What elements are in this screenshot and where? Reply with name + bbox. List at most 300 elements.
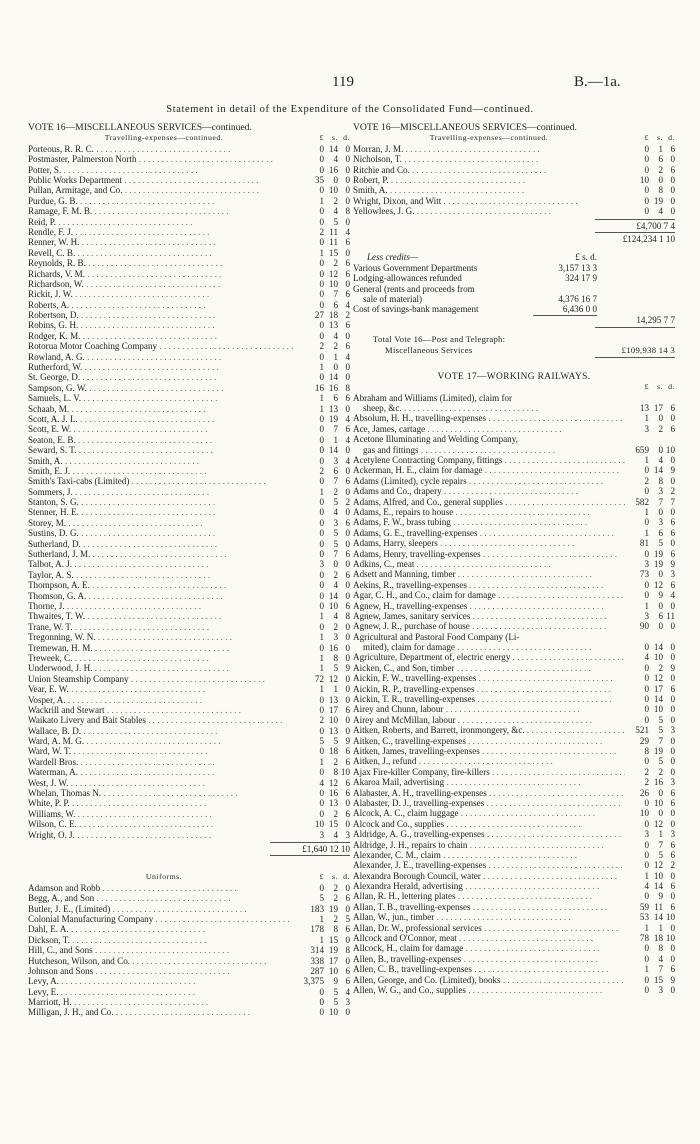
table-row: [353, 923, 675, 933]
payee-name: Stenner, H. E. . .: [28, 507, 300, 517]
pounds-value: 0: [319, 320, 324, 331]
credit-amount: 3,157 13 3: [558, 262, 597, 273]
table-row: [28, 175, 350, 185]
payee-name: Adams, E., repairs to house . .: [353, 507, 625, 517]
shillings-value: 2: [333, 882, 338, 893]
pence-value: 3: [345, 997, 350, 1008]
payee-name: Allen, C. B., travelling-expenses . .: [353, 964, 625, 974]
payee-name: mited), claim for damage . .: [353, 642, 625, 652]
payee-name: Aitken, Roberts, and Barrett, ironmongery, &c. . .: [353, 725, 625, 735]
pounds-value: 0: [319, 808, 324, 819]
pounds-value: 1: [319, 195, 324, 206]
table-row: [353, 486, 675, 496]
pence-value: 3: [670, 829, 675, 840]
payee-name: Agar, C. H., and Co., claim for damage . .: [353, 590, 625, 600]
pence-value: 0: [345, 934, 350, 945]
shillings-value: 2: [658, 164, 663, 175]
pounds-value: 1: [319, 393, 324, 404]
payee-name: Aitken, J., refund . .: [353, 756, 625, 766]
credit-amount: 324 17 9: [565, 273, 597, 284]
shillings-value: 8: [333, 924, 338, 935]
shillings-value: 15: [328, 247, 338, 258]
payee-name: Levy, E. . .: [28, 987, 300, 997]
pounds-value: 35: [314, 174, 324, 185]
pounds-value: 59: [639, 901, 649, 912]
shillings-value: 11: [654, 901, 663, 912]
pence-value: 0: [670, 704, 675, 715]
payee-name: Adams and Co., drapery . .: [353, 486, 625, 496]
pounds-value: 10: [639, 174, 649, 185]
payee-name: Dickson, T. . .: [28, 935, 300, 945]
pounds-value: 4: [644, 652, 649, 663]
shillings-value: 16: [328, 164, 338, 175]
pounds-value: 0: [319, 143, 324, 154]
shillings-value: 14: [653, 881, 663, 892]
table-row: [353, 808, 675, 818]
pounds-value: 5: [319, 893, 324, 904]
shillings-value: 7: [333, 289, 338, 300]
payee-name: Thomson, G. A. . .: [28, 591, 300, 601]
pence-value: 0: [345, 278, 350, 289]
payee-name: Agnew, H., travelling-expenses . .: [353, 601, 625, 611]
table-row: [28, 643, 350, 653]
pence-value: 0: [345, 819, 350, 830]
vote-heading: VOTE 16—MISCELLANEOUS SERVICES—continued.: [28, 122, 252, 133]
pence-value: 6: [670, 527, 675, 538]
table-row: [353, 580, 675, 590]
pounds-value: 0: [319, 767, 324, 778]
table-row: [353, 632, 675, 642]
pounds-value: 90: [639, 621, 649, 632]
payee-name: Sutherland, J. M. . .: [28, 549, 300, 559]
table-row: [28, 830, 350, 840]
table-row: [353, 756, 675, 766]
shillings-value: 4: [333, 507, 338, 518]
pounds-value: 0: [644, 860, 649, 871]
payee-name: Adsett and Manning, timber . .: [353, 569, 625, 579]
payee-name: Tregonning, W. N. . .: [28, 632, 300, 642]
table-row: [353, 611, 675, 621]
shillings-value: [649, 393, 663, 403]
table-row: [28, 914, 350, 924]
pounds-value: 2: [319, 226, 324, 237]
pence-value: 0: [345, 903, 350, 914]
table-row: [353, 424, 675, 434]
table-row: [28, 809, 350, 819]
payee-name: Allcock, H., claim for damage . .: [353, 943, 625, 953]
pence-value: 0: [345, 632, 350, 643]
pence-value: 6: [670, 881, 675, 892]
table-row: [28, 331, 350, 341]
shillings-value: 3: [658, 984, 663, 995]
shillings-value: 19: [653, 548, 663, 559]
pence-value: 6: [670, 579, 675, 590]
pounds-value: 659: [635, 444, 649, 455]
shillings-value: 5: [333, 538, 338, 549]
table-row: [28, 383, 350, 393]
payee-name: Abraham and Williams (Limited), claim for: [353, 392, 513, 403]
shillings-value: 0: [333, 362, 338, 373]
table-row: [28, 653, 350, 663]
pounds-value: 0: [319, 330, 324, 341]
table-row: [28, 956, 350, 966]
pence-value: 6: [345, 393, 350, 404]
pounds-value: 0: [644, 465, 649, 476]
pounds-value: 0: [644, 714, 649, 725]
table-row: [28, 372, 350, 382]
payee-name: Johnson and Sons . .: [28, 966, 300, 976]
shillings-value: 8: [333, 652, 338, 663]
pounds-value: 0: [319, 299, 324, 310]
travelling-list: [353, 144, 675, 217]
table-row: [28, 611, 350, 621]
travelling-list: [28, 144, 350, 840]
table-row: [28, 632, 350, 642]
pounds-value: 81: [639, 538, 649, 549]
payee-name: Adkins, C., meat . .: [353, 559, 625, 569]
shillings-value: 2: [333, 913, 338, 924]
pence-value: 2: [670, 860, 675, 871]
credits-header: [353, 252, 675, 262]
shillings-value: 3: [658, 486, 663, 497]
table-row: [353, 871, 675, 881]
pounds-value: 2: [319, 341, 324, 352]
pence-value: 0: [670, 818, 675, 829]
pence-value: 6: [345, 341, 350, 352]
table-row: [353, 165, 675, 175]
table-row: [28, 445, 350, 455]
pence-value: 0: [345, 216, 350, 227]
table-row: [28, 466, 350, 476]
pounds-value: 10: [314, 819, 324, 830]
pence-value: 6: [345, 924, 350, 935]
vote17-heading: VOTE 17—WORKING RAILWAYS.: [437, 371, 591, 382]
shillings-value: 0: [658, 413, 663, 424]
table-row: [28, 320, 350, 330]
pence-value: 0: [345, 580, 350, 591]
pence-value: 0: [345, 362, 350, 373]
page-number: 119: [332, 74, 354, 90]
shillings-value: 2: [658, 766, 663, 777]
shillings-value: 10: [328, 965, 338, 976]
pounds-value: 0: [319, 497, 324, 508]
payee-name: Ackerman, H. E., claim for damage . .: [353, 465, 625, 475]
pounds-value: 10: [639, 808, 649, 819]
pounds-value: 287: [310, 965, 324, 976]
shillings-value: 4: [658, 206, 663, 217]
payee-name: Whelan, Thomas N. . .: [28, 788, 300, 798]
payee-name: Hill, C., and Sons . .: [28, 945, 300, 955]
pence-value: 0: [670, 984, 675, 995]
credits-list: [353, 263, 675, 315]
table-row: [28, 819, 350, 829]
shillings-value: 5: [333, 528, 338, 539]
pounds-value: 0: [319, 434, 324, 445]
pence-value: 0: [345, 694, 350, 705]
shillings-value: 1: [333, 351, 338, 362]
shillings-value: 11: [329, 226, 338, 237]
table-row: [353, 185, 675, 195]
table-row: [353, 943, 675, 953]
pence-value: 0: [345, 507, 350, 518]
payee-name: Adams, Henry, travelling-expenses . .: [353, 549, 625, 559]
pence-value: 0: [670, 621, 675, 632]
credit-row: [353, 304, 675, 314]
pounds-value: 4: [644, 881, 649, 892]
shillings-value: 14: [653, 694, 663, 705]
column-labels: [300, 872, 350, 882]
table-row: [353, 694, 675, 704]
table-row: [28, 237, 350, 247]
table-row: [353, 746, 675, 756]
payee-name: Aickin, R. P., travelling-expenses . .: [353, 684, 625, 694]
table-row: [353, 798, 675, 808]
table-row: [28, 757, 350, 767]
payee-name: Samuels, L. V. . .: [28, 393, 300, 403]
pence-value: 6: [345, 320, 350, 331]
payee-name: Wright, O. J. . .: [28, 830, 300, 840]
payee-name: Alabaster, D. J., travelling-expenses . .: [353, 798, 625, 808]
table-row: [28, 663, 350, 673]
payee-name: Potter, S. . .: [28, 165, 300, 175]
pounds-value: 3: [644, 829, 649, 840]
payee-name: Allen, B., travelling-expenses . .: [353, 954, 625, 964]
pence-value: 6: [345, 569, 350, 580]
subtotal: £4,700 7 4: [636, 220, 675, 231]
pence-value: 8: [345, 611, 350, 622]
pounds-label: £: [644, 133, 649, 143]
pence-value: 0: [670, 206, 675, 217]
table-row: [353, 829, 675, 839]
table-row: [353, 507, 675, 517]
payee-name: Talbot, A. J. . .: [28, 559, 300, 569]
pence-value: 0: [345, 164, 350, 175]
credit-amount: 4,376 16 7: [558, 293, 597, 304]
pounds-value: 0: [319, 424, 324, 435]
pence-value: 0: [345, 715, 350, 726]
shillings-value: 11: [329, 237, 338, 248]
payee-name: Aickin, T. R., travelling-expenses . .: [353, 694, 625, 704]
pounds-value: 1: [319, 632, 324, 643]
shillings-value: 4: [333, 206, 338, 217]
pounds-value: 1: [319, 403, 324, 414]
pounds-value: 582: [635, 496, 649, 507]
pounds-value: 0: [644, 548, 649, 559]
credits-total-row: [353, 315, 675, 325]
pounds-value: 0: [319, 1007, 324, 1018]
table-row: [28, 767, 350, 777]
table-row: [28, 154, 350, 164]
payee-name: Rendle, F. J. . .: [28, 227, 300, 237]
pounds-value: 3: [319, 559, 324, 570]
shillings-value: 2: [658, 423, 663, 434]
table-row: [353, 850, 675, 860]
payee-name: Aldridge, A. G., travelling-expenses . .: [353, 829, 625, 839]
shillings-value: 8: [658, 475, 663, 486]
shillings-value: 7: [658, 964, 663, 975]
payee-name: Wilson, C. E. . .: [28, 819, 300, 829]
credit-row: [353, 294, 675, 304]
table-row: [28, 144, 350, 154]
payee-name: Wallace, B. D. . .: [28, 726, 300, 736]
payee-name: Alcock and Co., supplies . .: [353, 819, 625, 829]
payee-name: Ward, A. M. G. . .: [28, 736, 300, 746]
payee-name: gas and fittings . .: [353, 445, 625, 455]
shillings-value: 14: [653, 465, 663, 476]
pounds-value: 0: [644, 943, 649, 954]
payee-name: Alexandra Herald, advertising . .: [353, 881, 625, 891]
payee-name: Renner, W. H. . .: [28, 237, 300, 247]
sub-heading: Travelling-expenses—continued.: [104, 133, 224, 143]
payee-name: Adams, Alfred, and Co., general supplies . .: [353, 497, 625, 507]
shillings-value: 12: [653, 818, 663, 829]
pence-value: 4: [345, 299, 350, 310]
pence-value: 0: [670, 756, 675, 767]
shillings-value: 1: [333, 684, 338, 695]
table-row: [28, 404, 350, 414]
pence-value: 0: [345, 330, 350, 341]
payee-name: Rodger, K. M. . .: [28, 331, 300, 341]
payee-name: Adamson and Robb . .: [28, 883, 300, 893]
pounds-value: 0: [319, 445, 324, 456]
payee-name: Scott, A. J. L. . .: [28, 414, 300, 424]
payee-name: Richardson, W. . .: [28, 279, 300, 289]
payee-name: Milligan, J. H., and Co. . .: [28, 1007, 300, 1017]
shillings-value: 16: [328, 382, 338, 393]
pounds-value: 0: [644, 590, 649, 601]
shillings-value: 1: [333, 434, 338, 445]
shillings-value: 13: [328, 694, 338, 705]
payee-name: Aicken, C., and Son, timber . .: [353, 663, 625, 673]
pence-value: 0: [345, 652, 350, 663]
shillings-value: 10: [328, 601, 338, 611]
shillings-value: 0: [658, 621, 663, 632]
table-row: [28, 736, 350, 746]
table-row: [353, 621, 675, 631]
pounds-value: 0: [319, 746, 324, 757]
pounds-value: 0: [644, 984, 649, 995]
payee-name: Allan, Dr. W., professional services . .: [353, 923, 625, 933]
shillings-value: 13: [328, 725, 338, 736]
credit-amount: [533, 284, 597, 294]
table-row: [353, 559, 675, 569]
shillings-value: 7: [333, 549, 338, 560]
pence-value: 6: [345, 788, 350, 799]
table-row: [28, 185, 350, 195]
credit-row: [353, 263, 675, 273]
pence-value: 0: [345, 725, 350, 736]
shillings-value: 18: [328, 310, 338, 321]
table-row: [28, 549, 350, 559]
payee-name: Public Works Department . .: [28, 175, 300, 185]
shillings-value: 13: [328, 798, 338, 809]
pence-value: 0: [670, 652, 675, 663]
credit-label: Lodging-allowances refunded: [353, 273, 462, 284]
payee-name: Waterman, A. . .: [28, 767, 300, 777]
pence-value: 6: [345, 746, 350, 757]
table-row: [353, 569, 675, 579]
pounds-value: 1: [644, 507, 649, 517]
shillings-value: 17: [328, 955, 338, 966]
payee-name: Wardell Bros. . .: [28, 757, 300, 767]
pounds-value: 5: [319, 736, 324, 747]
pounds-value: 2: [644, 766, 649, 777]
pence-value: 0: [345, 372, 350, 383]
pounds-value: 0: [644, 891, 649, 902]
shillings-value: 10: [328, 185, 338, 196]
pounds-value: 178: [310, 924, 324, 935]
pence-value: 0: [670, 953, 675, 964]
table-row: [353, 413, 675, 423]
shillings-value: 2: [333, 486, 338, 497]
shillings-value: 10: [653, 797, 663, 808]
table-row: [28, 705, 350, 715]
table-row: [28, 1007, 350, 1017]
table-row: [28, 945, 350, 955]
pence-value: 9: [345, 663, 350, 674]
pounds-value: 1: [644, 527, 649, 538]
payee-name: Aekins, R., travelling-expenses . .: [353, 580, 625, 590]
table-row: [28, 310, 350, 320]
pounds-value: 0: [319, 351, 324, 362]
pence-value: 4: [345, 434, 350, 445]
pounds-value: 3,375: [303, 976, 324, 987]
shillings-value: 2: [333, 621, 338, 632]
table-row: [28, 883, 350, 893]
shillings-value: 2: [658, 662, 663, 673]
payee-name: Ajax Fire-killer Company, fire-killers . .: [353, 767, 625, 777]
shillings-value: 18: [328, 746, 338, 757]
table-row: [353, 434, 675, 444]
table-row: [353, 891, 675, 901]
payee-name: Tremewan, H. M. . .: [28, 643, 300, 653]
table-row: [28, 966, 350, 976]
pence-value: 6: [345, 601, 350, 611]
payee-name: Robins, G. H. . .: [28, 320, 300, 330]
pounds-value: 0: [319, 621, 324, 632]
pence-value: 0: [345, 174, 350, 185]
shillings-value: 6: [333, 465, 338, 476]
shillings-value: 15: [653, 974, 663, 985]
table-row: [353, 715, 675, 725]
pounds-label: £: [644, 382, 649, 392]
payee-name: Allen, George, and Co. (Limited), books . .: [353, 975, 625, 985]
shillings-value: 14: [328, 143, 338, 154]
pence-value: 6: [345, 517, 350, 528]
shillings-value: 19: [653, 558, 663, 569]
payee-name: Waikato Livery and Bait Stables . .: [28, 715, 300, 725]
shillings-value: 12: [328, 673, 338, 684]
pence-value: 6: [345, 258, 350, 269]
payee-name: Adams (Limited), cycle repairs . .: [353, 476, 625, 486]
pounds-value: 0: [319, 882, 324, 893]
pounds-value: 0: [644, 694, 649, 705]
payee-name: Agricultural and Pastoral Food Company (Li-: [353, 631, 520, 642]
pence-value: 0: [670, 507, 675, 517]
pounds-value: 0: [319, 268, 324, 279]
payee-name: Ace, James, cartage . .: [353, 424, 625, 434]
pence-value: 6: [670, 787, 675, 798]
pence-value: 0: [670, 600, 675, 611]
table-row: [353, 902, 675, 912]
pence-value: 9: [345, 736, 350, 747]
pounds-value: 0: [319, 997, 324, 1008]
payee-name: Morran, J. M. . .: [353, 144, 625, 154]
pounds-label: £: [319, 133, 324, 143]
pounds-value: 0: [319, 694, 324, 705]
pence-value: 11: [666, 610, 675, 621]
pence-value: 4: [345, 351, 350, 362]
